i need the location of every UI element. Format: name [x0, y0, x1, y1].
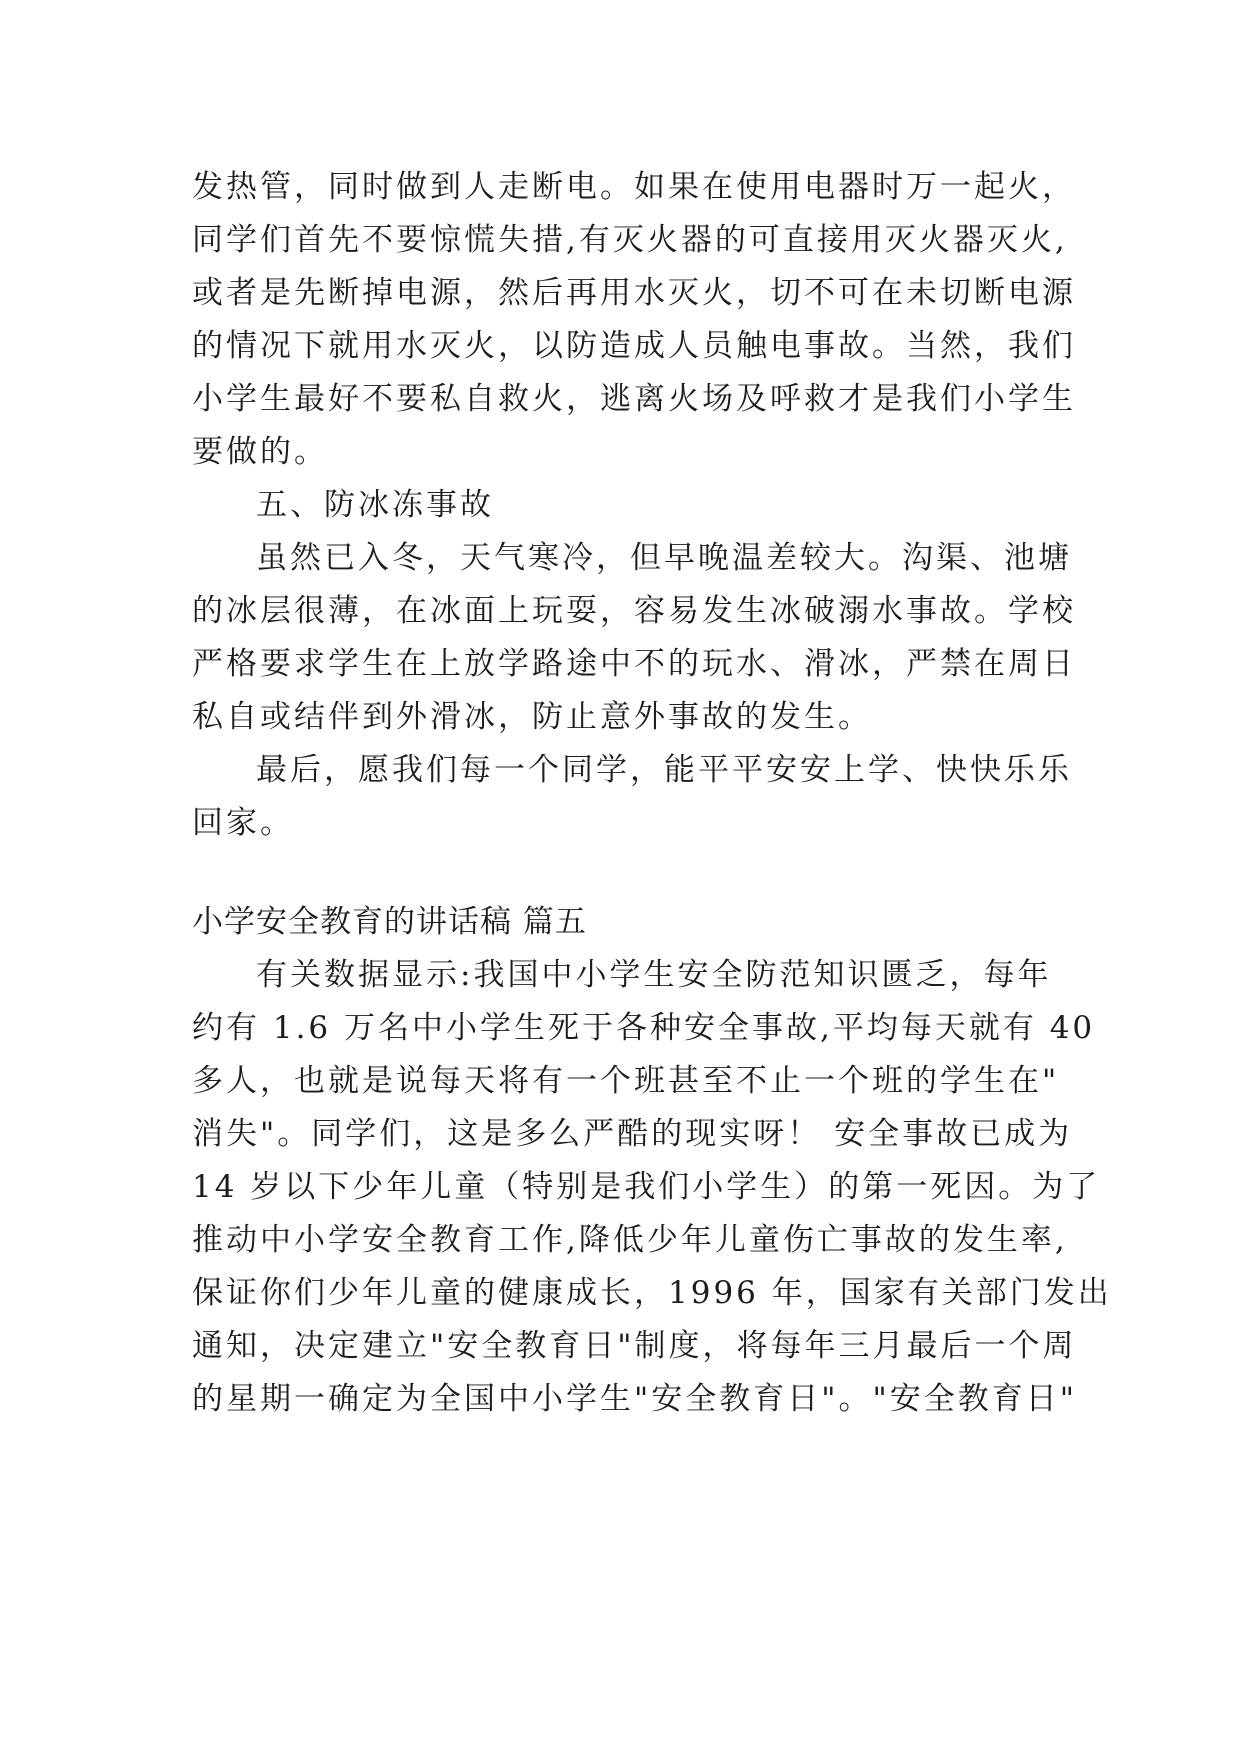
text-line: 小学生最好不要私自救火，逃离火场及呼救才是我们小学生	[192, 381, 1076, 417]
text-line: 14 岁以下少年儿童（特别是我们小学生）的第一死因。为了	[192, 1169, 1101, 1205]
text-line: 回家。	[192, 805, 294, 841]
text-line: 通知，决定建立"安全教育日"制度，将每年三月最后一个周	[192, 1328, 1077, 1364]
text-line: 同学们首先不要惊慌失措,有灭火器的可直接用灭火器灭火,	[192, 222, 1068, 258]
section-heading: 五、防冰冻事故	[256, 487, 494, 523]
text-line: 私自或结伴到外滑冰，防止意外事故的发生。	[192, 699, 872, 735]
text-line: 有关数据显示:我国中小学生安全防范知识匮乏，每年	[256, 957, 1052, 993]
text-line: 虽然已入冬，天气寒冷，但早晚温差较大。沟渠、池塘	[256, 540, 1072, 576]
text-line: 约有 1.6 万名中小学生死于各种安全事故,平均每天就有 40	[192, 1010, 1096, 1046]
text-line: 推动中小学安全教育工作,降低少年儿童伤亡事故的发生率,	[192, 1222, 1068, 1258]
text-line: 的星期一确定为全国中小学生"安全教育日"。"安全教育日"	[192, 1381, 1078, 1417]
article-title: 小学安全教育的讲话稿 篇五	[192, 904, 587, 940]
text-line: 严格要求学生在上放学路途中不的玩水、滑冰，严禁在周日	[192, 646, 1076, 682]
text-line: 多人，也就是说每天将有一个班甚至不止一个班的学生在"	[192, 1063, 1060, 1099]
text-line: 要做的。	[192, 434, 328, 470]
text-line: 消失"。同学们，这是多么严酷的现实呀！ 安全事故已成为	[192, 1116, 1073, 1152]
text-line: 发热管，同时做到人走断电。如果在使用电器时万一起火，	[192, 169, 1076, 205]
text-line: 或者是先断掉电源，然后再用水灭火，切不可在未切断电源	[192, 275, 1076, 311]
text-line: 的情况下就用水灭火，以防造成人员触电事故。当然，我们	[192, 328, 1076, 364]
text-line: 的冰层很薄，在冰面上玩耍，容易发生冰破溺水事故。学校	[192, 593, 1076, 629]
text-line: 保证你们少年儿童的健康成长，1996 年，国家有关部门发出	[192, 1275, 1112, 1311]
text-line: 最后，愿我们每一个同学，能平平安安上学、快快乐乐	[256, 752, 1072, 788]
